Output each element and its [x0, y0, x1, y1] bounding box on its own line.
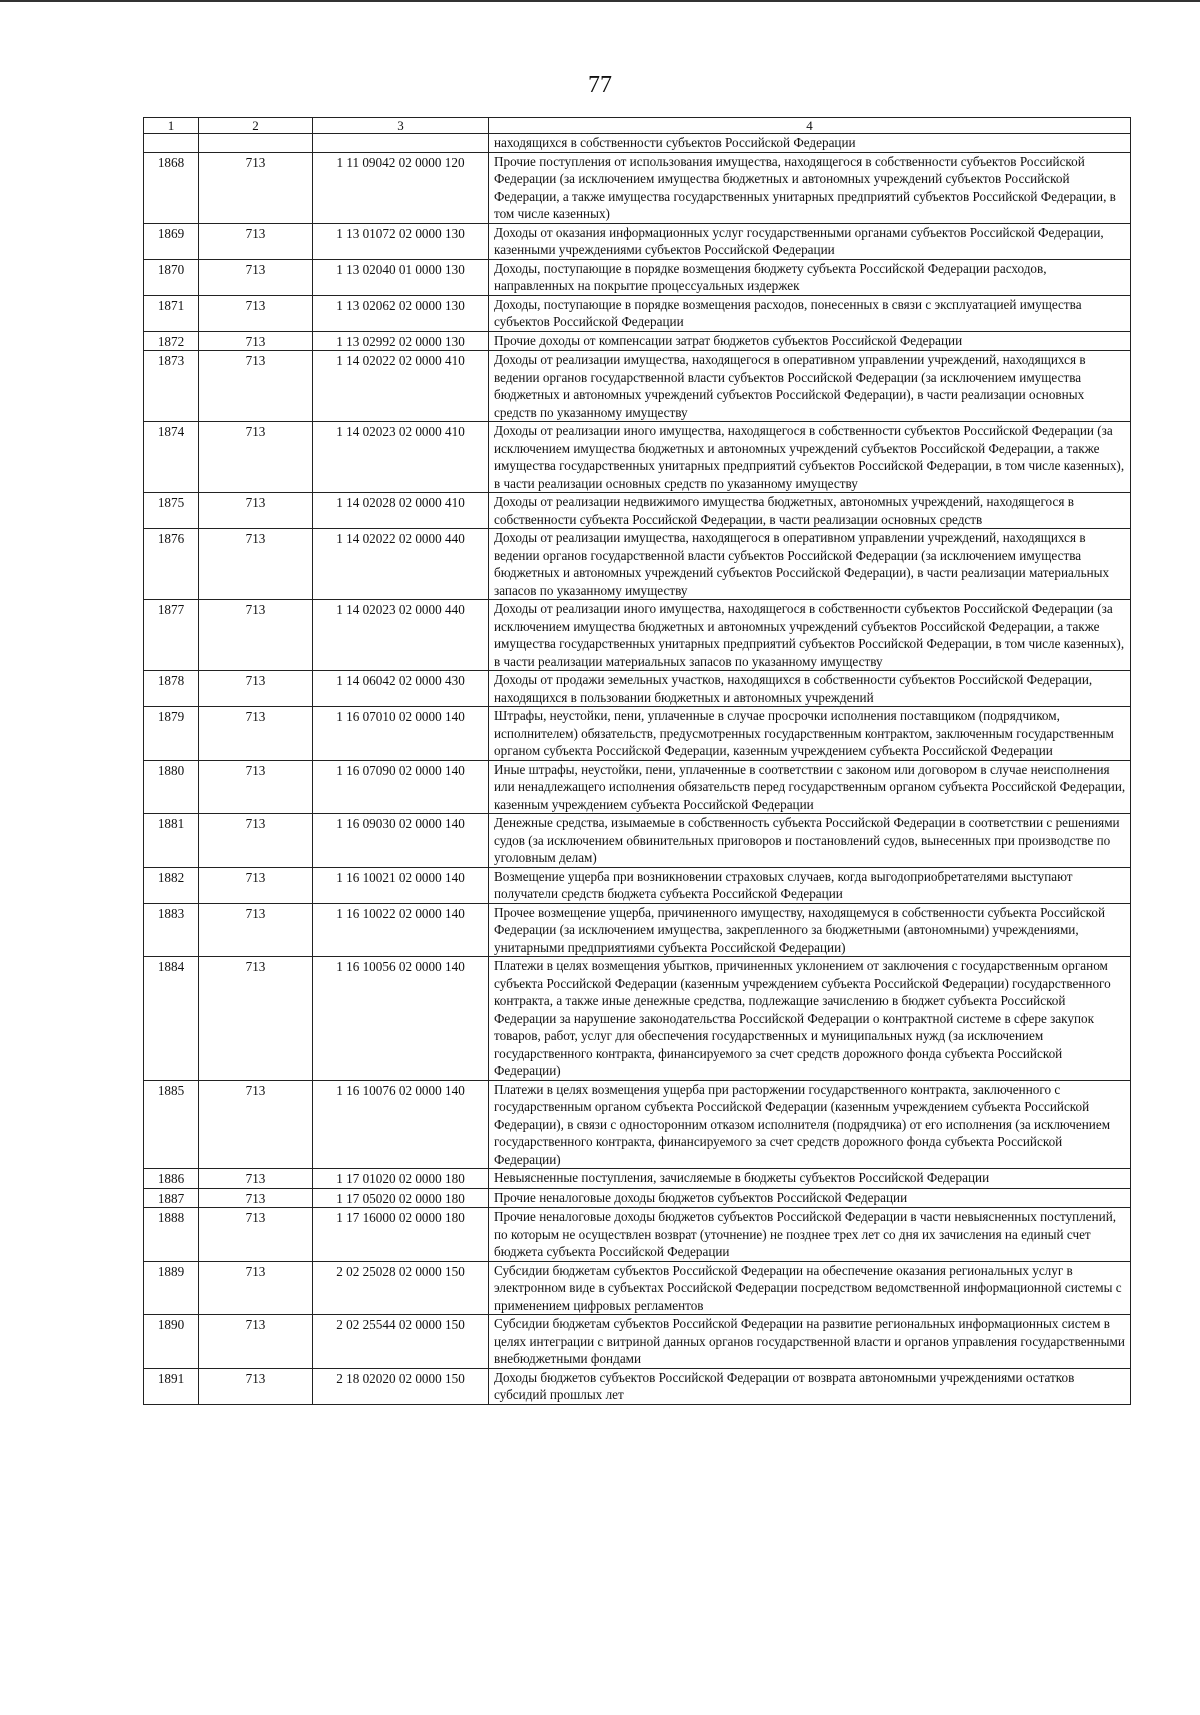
table-row	[144, 760, 1131, 814]
row-number-cell: 1880	[144, 760, 199, 814]
row-number-cell: 1874	[144, 422, 199, 493]
row-number-cell: 1888	[144, 1208, 199, 1262]
row-number-cell: 1868	[144, 152, 199, 223]
table-row	[144, 331, 1131, 351]
row-number-cell: 1881	[144, 814, 199, 868]
scan-edge-line	[0, 0, 1200, 2]
description-cell: Доходы бюджетов субъектов Российской Федерации от возврата автономными учреждениями остатков субсидий прошлых лет	[489, 1368, 1131, 1404]
table-row	[144, 1208, 1131, 1262]
description-cell: Платежи в целях возмещения ущерба при расторжении государственного контракта, заключенного с государственным органом субъекта Российской Федерации (казенным учреждением субъекта Российской Федерации), в связи с односторонним отказом исполнителя (подрядчика) от его исполнения (за исключением государственного контракта, финансируемого за счет средств дорожного фонда субъекта Российской Федерации)	[489, 1080, 1131, 1169]
budget-code-cell: 1 13 02040 01 0000 130	[313, 259, 489, 295]
description-cell: Доходы от оказания информационных услуг государственными органами субъектов Российской Федерации, казенными учреждениями субъектов Российской Федерации	[489, 223, 1131, 259]
budget-code-cell: 1 14 02022 02 0000 440	[313, 529, 489, 600]
row-number-cell: 1887	[144, 1188, 199, 1208]
description-cell: Субсидии бюджетам субъектов Российской Федерации на развитие региональных информационных систем в целях интеграции с витриной данных органов государственной власти и органов управления государственными внебюджетными фондами	[489, 1315, 1131, 1369]
budget-code-cell: 1 16 10022 02 0000 140	[313, 903, 489, 957]
description-cell: Иные штрафы, неустойки, пени, уплаченные в соответствии с законом или договором в случае неисполнения или ненадлежащего исполнения обязательств перед государственным органом субъекта Российской Федерации, казенным учреждением субъекта Российской Федерации	[489, 760, 1131, 814]
row-number-cell: 1869	[144, 223, 199, 259]
budget-code-cell: 1 17 16000 02 0000 180	[313, 1208, 489, 1262]
empty-cell	[144, 134, 199, 153]
budget-code-cell: 2 18 02020 02 0000 150	[313, 1368, 489, 1404]
budget-code-cell: 1 14 06042 02 0000 430	[313, 671, 489, 707]
row-number-cell: 1878	[144, 671, 199, 707]
row-number-cell: 1886	[144, 1169, 199, 1189]
admin-code-cell: 713	[199, 707, 313, 761]
budget-code-cell: 1 16 10056 02 0000 140	[313, 957, 489, 1081]
description-cell: Доходы от реализации имущества, находящегося в оперативном управлении учреждений, находящихся в ведении органов государственной власти субъектов Российской Федерации (за исключением имущества бюджетных и автономных учреждений субъектов Российской Федерации), в части реализации материальных запасов по указанному имуществу	[489, 529, 1131, 600]
description-cell: Денежные средства, изымаемые в собственность субъекта Российской Федерации в соответствии с решениями судов (за исключением обвинительных приговоров и постановлений судов, вынесенных при производстве по уголовным делам)	[489, 814, 1131, 868]
table-row	[144, 903, 1131, 957]
table-row	[144, 957, 1131, 1081]
description-cell: Прочие поступления от использования имущества, находящегося в собственности субъектов Российской Федерации (за исключением имущества бюджетных и автономных учреждений субъектов Российской Федерации, а также имущества государственных унитарных предприятий субъектов Российской Федерации, в том числе казенных)	[489, 152, 1131, 223]
row-number-cell: 1870	[144, 259, 199, 295]
budget-code-cell: 1 16 09030 02 0000 140	[313, 814, 489, 868]
table-row	[144, 1368, 1131, 1404]
row-number-cell: 1884	[144, 957, 199, 1081]
row-number-cell: 1879	[144, 707, 199, 761]
description-cell: Доходы от реализации недвижимого имущества бюджетных, автономных учреждений, находящегося в собственности субъекта Российской Федерации, в части реализации основных средств	[489, 493, 1131, 529]
description-cell: Возмещение ущерба при возникновении страховых случаев, когда выгодоприобретателями выступают получатели средств бюджета субъекта Российской Федерации	[489, 867, 1131, 903]
budget-code-cell: 1 14 02023 02 0000 440	[313, 600, 489, 671]
row-number-cell: 1882	[144, 867, 199, 903]
admin-code-cell: 713	[199, 331, 313, 351]
table-row	[144, 1315, 1131, 1369]
row-number-cell: 1885	[144, 1080, 199, 1169]
table-row	[144, 1261, 1131, 1315]
budget-code-cell: 1 13 01072 02 0000 130	[313, 223, 489, 259]
admin-code-cell: 713	[199, 152, 313, 223]
description-cell: Субсидии бюджетам субъектов Российской Федерации на обеспечение оказания региональных услуг в электронном виде в субъектах Российской Федерации посредством ведомственной информационной системы с применением цифровых регламентов	[489, 1261, 1131, 1315]
description-cell: Прочие неналоговые доходы бюджетов субъектов Российской Федерации	[489, 1188, 1131, 1208]
description-cell: Прочие доходы от компенсации затрат бюджетов субъектов Российской Федерации	[489, 331, 1131, 351]
column-header: 4	[489, 118, 1131, 134]
admin-code-cell: 713	[199, 1261, 313, 1315]
admin-code-cell: 713	[199, 259, 313, 295]
admin-code-cell: 713	[199, 295, 313, 331]
table-row	[144, 295, 1131, 331]
admin-code-cell: 713	[199, 529, 313, 600]
budget-code-cell: 1 14 02023 02 0000 410	[313, 422, 489, 493]
table-row	[144, 1080, 1131, 1169]
budget-code-cell: 1 16 07010 02 0000 140	[313, 707, 489, 761]
row-number-cell: 1872	[144, 331, 199, 351]
column-header: 2	[199, 118, 313, 134]
admin-code-cell: 713	[199, 1315, 313, 1369]
admin-code-cell: 713	[199, 903, 313, 957]
budget-code-cell: 1 11 09042 02 0000 120	[313, 152, 489, 223]
revenue-codes-table	[143, 117, 1131, 1405]
table-row	[144, 707, 1131, 761]
admin-code-cell: 713	[199, 671, 313, 707]
row-number-cell: 1876	[144, 529, 199, 600]
table-row	[144, 529, 1131, 600]
description-cell: Платежи в целях возмещения убытков, причиненных уклонением от заключения с государственным органом субъекта Российской Федерации (казенным учреждением субъекта Российской Федерации) государственного контракта, а также иные денежные средства, подлежащие зачислению в бюджет субъекта Российской Федерации за нарушение законодательства Российской Федерации о контрактной системе в сфере закупок товаров, работ, услуг для обеспечения государственных и муниципальных нужд (за исключением государственного контракта, финансируемого за счет средств дорожного фонда субъекта Российской Федерации)	[489, 957, 1131, 1081]
empty-cell	[313, 134, 489, 153]
description-cell: Штрафы, неустойки, пени, уплаченные в случае просрочки исполнения поставщиком (подрядчиком, исполнителем) обязательств, предусмотренных государственным контрактом, заключенным государственным органом субъекта Российской Федерации, казенным учреждением субъекта Российской Федерации	[489, 707, 1131, 761]
admin-code-cell: 713	[199, 1368, 313, 1404]
description-cell: Доходы, поступающие в порядке возмещения бюджету субъекта Российской Федерации расходов, направленных на покрытие процессуальных издержек	[489, 259, 1131, 295]
page-number: 77	[588, 72, 612, 98]
admin-code-cell: 713	[199, 1169, 313, 1189]
admin-code-cell: 713	[199, 600, 313, 671]
row-number-cell: 1871	[144, 295, 199, 331]
admin-code-cell: 713	[199, 493, 313, 529]
row-number-cell: 1883	[144, 903, 199, 957]
row-number-cell: 1891	[144, 1368, 199, 1404]
budget-code-cell: 1 17 01020 02 0000 180	[313, 1169, 489, 1189]
admin-code-cell: 713	[199, 422, 313, 493]
admin-code-cell: 713	[199, 760, 313, 814]
budget-code-cell: 1 14 02022 02 0000 410	[313, 351, 489, 422]
admin-code-cell: 713	[199, 1080, 313, 1169]
table-body	[144, 118, 1131, 1405]
table-row	[144, 867, 1131, 903]
description-cell: Доходы от реализации иного имущества, находящегося в собственности субъектов Российской Федерации (за исключением имущества бюджетных и автономных учреждений субъектов Российской Федерации, а также имущества государственных унитарных предприятий субъектов Российской Федерации, в том числе казенных), в части реализации материальных запасов по указанному имуществу	[489, 600, 1131, 671]
budget-code-cell: 1 16 10021 02 0000 140	[313, 867, 489, 903]
row-number-cell: 1875	[144, 493, 199, 529]
admin-code-cell: 713	[199, 957, 313, 1081]
description-cell: Прочее возмещение ущерба, причиненного имуществу, находящемуся в собственности субъекта Российской Федерации (за исключением имущества, закрепленного за бюджетными (автономными) учреждениями, унитарными предприятиями субъекта Российской Федерации)	[489, 903, 1131, 957]
row-number-cell: 1877	[144, 600, 199, 671]
table-row	[144, 422, 1131, 493]
admin-code-cell: 713	[199, 351, 313, 422]
empty-cell	[199, 134, 313, 153]
description-cell: Доходы от реализации иного имущества, находящегося в собственности субъектов Российской Федерации (за исключением имущества бюджетных и автономных учреждений субъектов Российской Федерации, а также имущества государственных унитарных предприятий субъектов Российской Федерации, в том числе казенных), в части реализации основных средств по указанному имуществу	[489, 422, 1131, 493]
column-header: 3	[313, 118, 489, 134]
admin-code-cell: 713	[199, 867, 313, 903]
row-number-cell: 1890	[144, 1315, 199, 1369]
description-cell: Доходы от реализации имущества, находящегося в оперативном управлении учреждений, находящихся в ведении органов государственной власти субъектов Российской Федерации (за исключением имущества бюджетных и автономных учреждений субъектов Российской Федерации), в части реализации основных средств по указанному имуществу	[489, 351, 1131, 422]
budget-code-cell: 1 16 07090 02 0000 140	[313, 760, 489, 814]
budget-code-cell: 1 16 10076 02 0000 140	[313, 1080, 489, 1169]
budget-code-cell: 2 02 25028 02 0000 150	[313, 1261, 489, 1315]
budget-code-cell: 2 02 25544 02 0000 150	[313, 1315, 489, 1369]
row-number-cell: 1889	[144, 1261, 199, 1315]
continuation-text: находящихся в собственности субъектов Российской Федерации	[489, 134, 1131, 153]
table-row	[144, 493, 1131, 529]
table-row	[144, 223, 1131, 259]
description-cell: Невыясненные поступления, зачисляемые в бюджеты субъектов Российской Федерации	[489, 1169, 1131, 1189]
table-row	[144, 351, 1131, 422]
table-row	[144, 1188, 1131, 1208]
table-row	[144, 259, 1131, 295]
budget-code-cell: 1 14 02028 02 0000 410	[313, 493, 489, 529]
admin-code-cell: 713	[199, 1208, 313, 1262]
budget-code-cell: 1 13 02062 02 0000 130	[313, 295, 489, 331]
table-header-row	[144, 118, 1131, 134]
admin-code-cell: 713	[199, 814, 313, 868]
admin-code-cell: 713	[199, 223, 313, 259]
description-cell: Доходы, поступающие в порядке возмещения расходов, понесенных в связи с эксплуатацией имущества субъектов Российской Федерации	[489, 295, 1131, 331]
table-row	[144, 152, 1131, 223]
description-cell: Прочие неналоговые доходы бюджетов субъектов Российской Федерации в части невыясненных поступлений, по которым не осуществлен возврат (уточнение) не позднее трех лет со дня их зачисления на единый счет бюджета субъекта Российской Федерации	[489, 1208, 1131, 1262]
admin-code-cell: 713	[199, 1188, 313, 1208]
budget-code-cell: 1 13 02992 02 0000 130	[313, 331, 489, 351]
budget-code-cell: 1 17 05020 02 0000 180	[313, 1188, 489, 1208]
continuation-row	[144, 134, 1131, 153]
column-header: 1	[144, 118, 199, 134]
table-row	[144, 600, 1131, 671]
table-row	[144, 671, 1131, 707]
row-number-cell: 1873	[144, 351, 199, 422]
table-row	[144, 814, 1131, 868]
description-cell: Доходы от продажи земельных участков, находящихся в собственности субъектов Российской Федерации, находящихся в пользовании бюджетных и автономных учреждений	[489, 671, 1131, 707]
table-row	[144, 1169, 1131, 1189]
